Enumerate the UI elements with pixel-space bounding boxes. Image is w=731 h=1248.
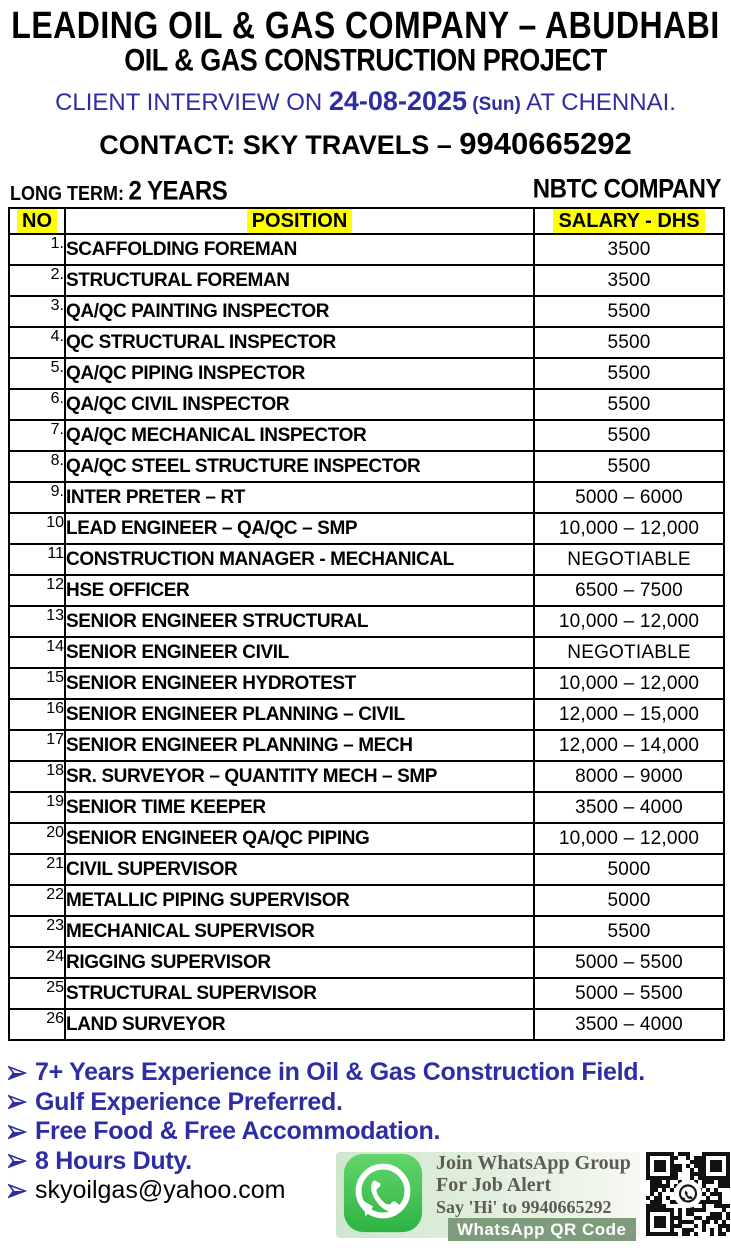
interview-prefix: CLIENT INTERVIEW ON	[55, 89, 329, 116]
row-number: 21	[9, 854, 65, 885]
row-salary: 5000 – 5500	[534, 947, 724, 978]
row-position: INTER PRETER – RT	[65, 482, 534, 513]
row-number: 18	[9, 761, 65, 792]
row-number: 3.	[9, 296, 65, 327]
row-position: CONSTRUCTION MANAGER - MECHANICAL	[65, 544, 534, 575]
row-salary: 10,000 – 12,000	[534, 606, 724, 637]
row-position: LEAD ENGINEER – QA/QC – SMP	[65, 513, 534, 544]
row-position: SENIOR ENGINEER HYDROTEST	[65, 668, 534, 699]
table-row	[9, 823, 724, 854]
row-salary: 3500	[534, 265, 724, 296]
row-position: QA/QC PAINTING INSPECTOR	[65, 296, 534, 327]
row-number: 7.	[9, 420, 65, 451]
note-text: 7+ Years Experience in Oil & Gas Construction Field.	[35, 1058, 645, 1086]
row-salary: 5500	[534, 358, 724, 389]
row-number: 25	[9, 978, 65, 1009]
row-salary: 5500	[534, 420, 724, 451]
whatsapp-text-line1: Join WhatsApp Group	[436, 1152, 631, 1174]
row-salary: 5000 – 5500	[534, 978, 724, 1009]
row-salary: 10,000 – 12,000	[534, 513, 724, 544]
arrow-bullet-icon	[8, 1123, 28, 1141]
row-number: 17	[9, 730, 65, 761]
note-item	[8, 1088, 645, 1118]
row-number: 23	[9, 916, 65, 947]
row-salary: 12,000 – 14,000	[534, 730, 724, 761]
row-salary: 3500 – 4000	[534, 792, 724, 823]
row-number: 5.	[9, 358, 65, 389]
whatsapp-text-block	[436, 1152, 646, 1218]
table-row	[9, 947, 724, 978]
table-row	[9, 885, 724, 916]
row-number: 14	[9, 637, 65, 668]
term-label: LONG TERM:	[10, 181, 124, 205]
table-row	[9, 854, 724, 885]
row-position: HSE OFFICER	[65, 575, 534, 606]
table-row	[9, 792, 724, 823]
row-position: METALLIC PIPING SUPERVISOR	[65, 885, 534, 916]
row-salary: 10,000 – 12,000	[534, 668, 724, 699]
contact-phone: 9940665292	[459, 126, 632, 161]
row-position: LAND SURVEYOR	[65, 1009, 534, 1040]
row-position: QA/QC MECHANICAL INSPECTOR	[65, 420, 534, 451]
sub-title: OIL & GAS CONSTRUCTION PROJECT	[124, 42, 607, 78]
row-salary: NEGOTIABLE	[534, 544, 724, 575]
table-row	[9, 451, 724, 482]
interview-date: 24-08-2025	[328, 86, 468, 116]
row-number: 19	[9, 792, 65, 823]
row-salary: 12,000 – 15,000	[534, 699, 724, 730]
whatsapp-text-line3: Say 'Hi' to 9940665292	[436, 1197, 612, 1217]
row-position: SENIOR ENGINEER STRUCTURAL	[65, 606, 534, 637]
table-row	[9, 1009, 724, 1040]
row-position: SENIOR ENGINEER QA/QC PIPING	[65, 823, 534, 854]
table-row	[9, 916, 724, 947]
table-row	[9, 761, 724, 792]
row-position: SENIOR ENGINEER PLANNING – CIVIL	[65, 699, 534, 730]
table-row	[9, 358, 724, 389]
positions-table	[8, 207, 725, 1041]
interview-location: AT CHENNAI.	[526, 89, 676, 116]
row-number: 12	[9, 575, 65, 606]
table-row	[9, 482, 724, 513]
interview-day: (Sun)	[467, 94, 527, 115]
arrow-bullet-icon	[8, 1152, 28, 1170]
whatsapp-qr-badge: WhatsApp QR Code	[448, 1218, 636, 1241]
row-number: 26	[9, 1009, 65, 1040]
row-number: 24	[9, 947, 65, 978]
row-salary: 8000 – 9000	[534, 761, 724, 792]
row-position: STRUCTURAL FOREMAN	[65, 265, 534, 296]
col-header-position: POSITION	[65, 208, 534, 234]
row-number: 2.	[9, 265, 65, 296]
row-position: QC STRUCTURAL INSPECTOR	[65, 327, 534, 358]
row-number: 11	[9, 544, 65, 575]
row-salary: 5500	[534, 451, 724, 482]
row-salary: 5000 – 6000	[534, 482, 724, 513]
row-number: 8.	[9, 451, 65, 482]
table-row	[9, 730, 724, 761]
whatsapp-icon	[340, 1150, 426, 1236]
row-position: SENIOR ENGINEER PLANNING – MECH	[65, 730, 534, 761]
row-position: QA/QC PIPING INSPECTOR	[65, 358, 534, 389]
row-number: 10	[9, 513, 65, 544]
row-number: 4.	[9, 327, 65, 358]
row-number: 22	[9, 885, 65, 916]
qr-code	[644, 1150, 731, 1238]
term-line	[10, 178, 227, 206]
arrow-bullet-icon	[8, 1093, 28, 1111]
table-row	[9, 389, 724, 420]
row-position: SENIOR ENGINEER CIVIL	[65, 637, 534, 668]
row-salary: 10,000 – 12,000	[534, 823, 724, 854]
whatsapp-banner	[336, 1148, 731, 1244]
arrow-bullet-icon	[8, 1064, 28, 1082]
row-number: 15	[9, 668, 65, 699]
table-row	[9, 420, 724, 451]
table-row	[9, 978, 724, 1009]
note-text: Free Food & Free Accommodation.	[35, 1117, 441, 1145]
col-header-no: NO	[9, 208, 65, 234]
table-row	[9, 699, 724, 730]
row-position: QA/QC STEEL STRUCTURE INSPECTOR	[65, 451, 534, 482]
email-text: skyoilgas@yahoo.com	[35, 1176, 286, 1204]
row-position: CIVIL SUPERVISOR	[65, 854, 534, 885]
table-row	[9, 234, 724, 265]
row-number: 20	[9, 823, 65, 854]
row-position: SENIOR TIME KEEPER	[65, 792, 534, 823]
row-salary: 3500	[534, 234, 724, 265]
row-salary: 5500	[534, 296, 724, 327]
term-value: 2 YEARS	[128, 176, 228, 207]
whatsapp-text-line2: For Job Alert	[436, 1174, 552, 1196]
contact-line	[0, 126, 731, 162]
table-row	[9, 296, 724, 327]
arrow-bullet-icon	[8, 1182, 28, 1200]
row-salary: 6500 – 7500	[534, 575, 724, 606]
row-salary: 5500	[534, 916, 724, 947]
row-number: 16	[9, 699, 65, 730]
row-salary: 5500	[534, 327, 724, 358]
row-salary: 5500	[534, 389, 724, 420]
row-position: SCAFFOLDING FOREMAN	[65, 234, 534, 265]
table-row	[9, 327, 724, 358]
row-number: 9.	[9, 482, 65, 513]
table-row	[9, 575, 724, 606]
row-position: QA/QC CIVIL INSPECTOR	[65, 389, 534, 420]
contact-label: CONTACT: SKY TRAVELS –	[99, 130, 460, 160]
row-position: RIGGING SUPERVISOR	[65, 947, 534, 978]
note-item	[8, 1058, 645, 1088]
table-row	[9, 544, 724, 575]
note-item	[8, 1117, 645, 1147]
row-salary: NEGOTIABLE	[534, 637, 724, 668]
row-number: 6.	[9, 389, 65, 420]
interview-line	[0, 86, 731, 117]
table-row	[9, 637, 724, 668]
row-salary: 5000	[534, 885, 724, 916]
row-number: 13	[9, 606, 65, 637]
row-number: 1.	[9, 234, 65, 265]
table-row	[9, 668, 724, 699]
row-position: MECHANICAL SUPERVISOR	[65, 916, 534, 947]
table-row	[9, 606, 724, 637]
row-position: STRUCTURAL SUPERVISOR	[65, 978, 534, 1009]
col-header-salary: SALARY - DHS	[534, 208, 724, 234]
table-header-row	[9, 208, 724, 234]
note-text: 8 Hours Duty.	[35, 1146, 192, 1175]
qr-center-whatsapp-logo	[674, 1180, 702, 1208]
row-position: SR. SURVEYOR – QUANTITY MECH – SMP	[65, 761, 534, 792]
table-row	[9, 513, 724, 544]
main-title: LEADING OIL & GAS COMPANY – ABUDHABI	[11, 4, 720, 47]
table-row	[9, 265, 724, 296]
row-salary: 5000	[534, 854, 724, 885]
row-salary: 3500 – 4000	[534, 1009, 724, 1040]
company-name: NBTC COMPANY	[532, 174, 721, 205]
note-text: Gulf Experience Preferred.	[35, 1087, 343, 1116]
